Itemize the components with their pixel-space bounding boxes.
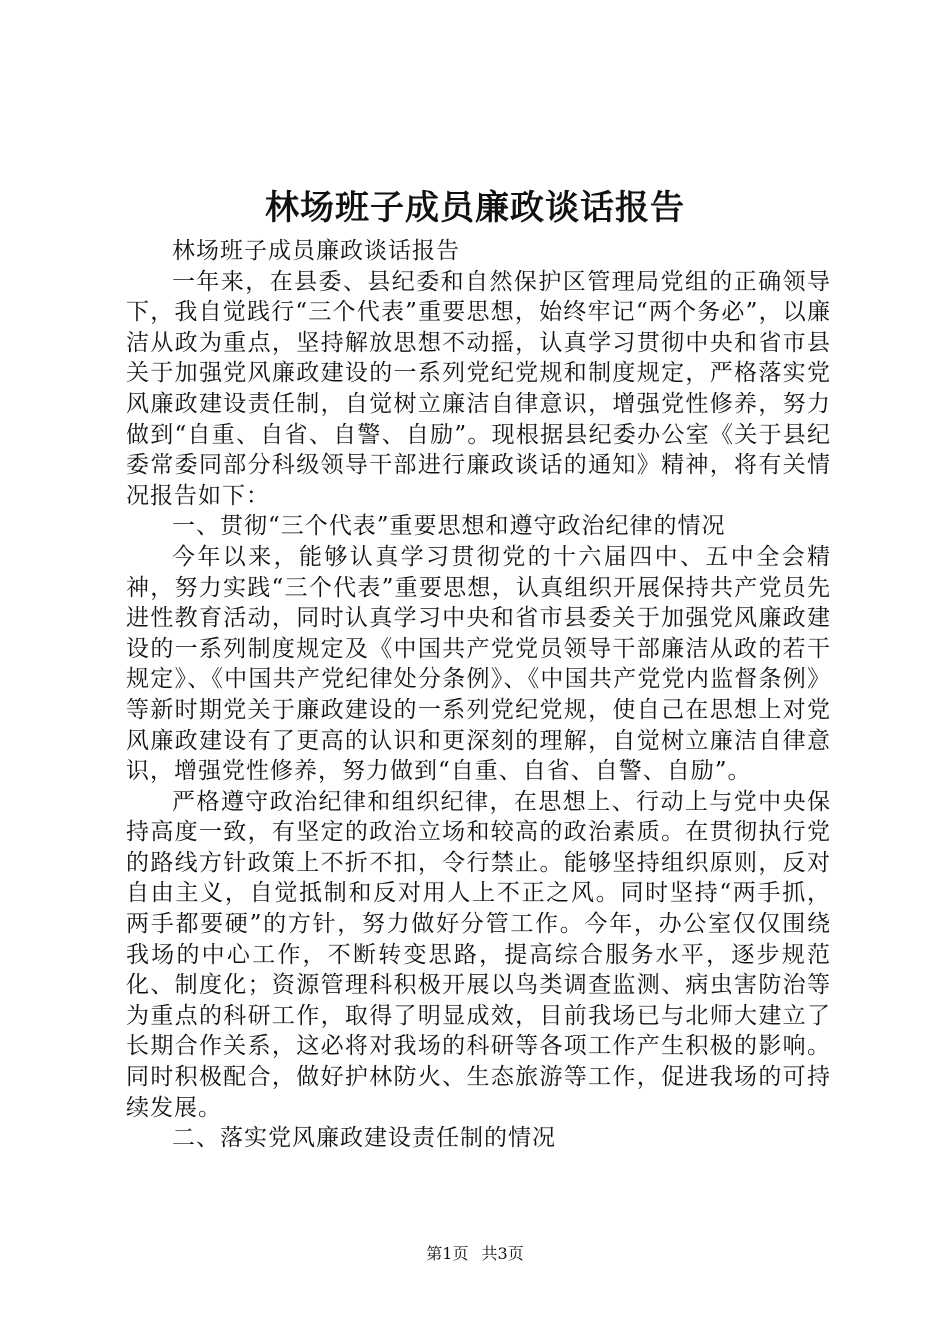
paragraph-intro: 一年来，在县委、县纪委和自然保护区管理局党组的正确领导下，我自觉践行“三个代表”重要思想，始终牢记“两个务必”，以廉洁从政为重点，坚持解放思想不动摇，认真学习贯彻中央和省市县关于加强党风廉政建设的一系列党纪党规和制度规定，严格落实党风廉政建设责任制，自觉树立廉洁自律意识，增强党性修养，努力做到“自重、自省、自警、自励”。现根据县纪委办公室《关于县纪委常委同部分科级领导干部进行廉政谈话的通知》精神，将有关情况报告如下： xyxy=(126,268,831,509)
paragraph-discipline: 严格遵守政治纪律和组织纪律，在思想上、行动上与党中央保持高度一致，有坚定的政治立场和较高的政治素质。在贯彻执行党的路线方针政策上不折不扣，令行禁止。能够坚持组织原则，反对自由主义，自觉抵制和反对用人上不正之风。同时坚持“两手抓，两手都要硬”的方针，努力做好分管工作。今年，办公室仅仅围绕我场的中心工作，不断转变思路，提高综合服务水平，逐步规范化、制度化；资源管理科积极开展以鸟类调查监测、病虫害防治等为重点的科研工作，取得了明显成效，目前我场已与北师大建立了长期合作关系，这必将对我场的科研等各项工作产生积极的影响。同时积极配合，做好护林防火、生态旅游等工作，促进我场的可持续发展。 xyxy=(126,788,831,1121)
page-footer xyxy=(0,1244,950,1264)
document-body xyxy=(126,236,831,1154)
paragraph-study: 今年以来，能够认真学习贯彻党的十六届四中、五中全会精神，努力实践“三个代表”重要思想，认真组织开展保持共产党员先进性教育活动，同时认真学习中央和省市县委关于加强党风廉政建设的一系列制度规定及《中国共产党党员领导干部廉洁从政的若干规定》、《中国共产党纪律处分条例》、《中国共产党党内监督条例》等新时期党关于廉政建设的一系列党纪党规，使自己在思想上对党风廉政建设有了更高的认识和更深刻的理解，自觉树立廉洁自律意识，增强党性修养，努力做到“自重、自省、自警、自励”。 xyxy=(126,543,831,785)
page-total: 共3页 xyxy=(481,1244,524,1263)
paragraph-subtitle: 林场班子成员廉政谈话报告 xyxy=(172,238,460,264)
document-title: 林场班子成员廉政谈话报告 xyxy=(265,188,685,228)
page-number: 第1页 xyxy=(426,1244,469,1263)
section-heading-2: 二、落实党风廉政建设责任制的情况 xyxy=(172,1125,556,1152)
section-heading-1: 一、贯彻“三个代表”重要思想和遵守政治纪律的情况 xyxy=(172,513,726,540)
